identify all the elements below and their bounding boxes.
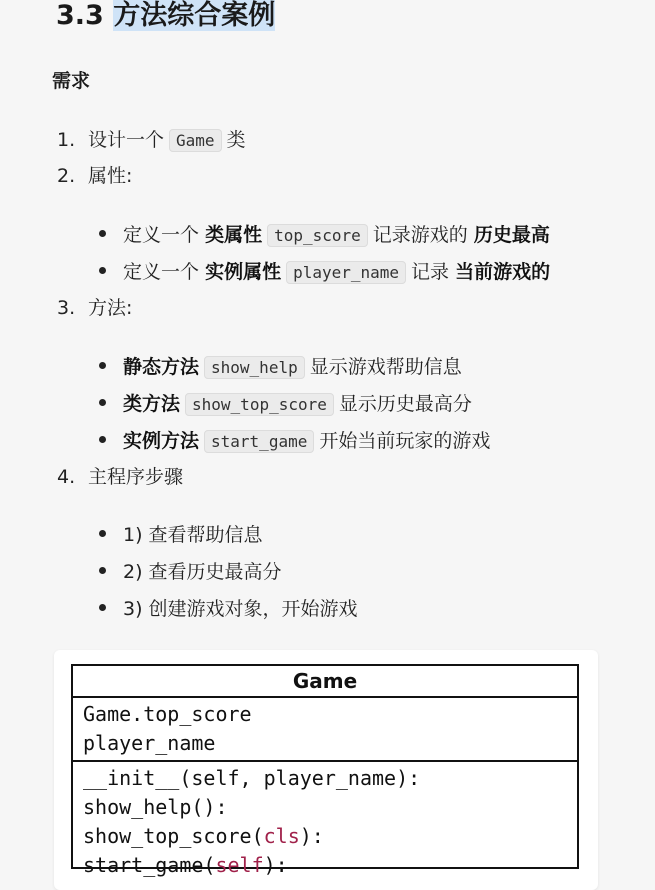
uml-method: show_help():: [83, 795, 228, 819]
bullet-icon: [97, 352, 123, 382]
list-item-4: 4. 主程序步骤: [57, 462, 183, 492]
inline-code-top-score: top_score: [267, 224, 368, 247]
heading-number: 3.3: [56, 0, 114, 31]
list-number: 2.: [57, 165, 76, 187]
uml-keyword: self: [215, 853, 264, 877]
inline-code-game: Game: [169, 129, 222, 152]
step-item-3: 3) 创建游戏对象，开始游戏: [97, 594, 358, 624]
section-heading: [56, 0, 275, 34]
uml-attribute: player_name: [83, 731, 216, 755]
bullet-icon: [97, 257, 123, 287]
uml-class-diagram: [71, 664, 579, 877]
step-item-2: 2) 查看历史最高分: [97, 557, 282, 587]
uml-class-name: Game: [73, 666, 577, 698]
bullet-icon: [97, 520, 123, 550]
bullet-icon: [97, 426, 123, 456]
attribute-item-instance: 定义一个 实例属性 player_name 记录 当前游戏的: [97, 257, 550, 288]
list-item-1: 1. 设计一个 Game 类: [57, 125, 246, 156]
inline-code-show-help: show_help: [204, 356, 305, 379]
method-item-class: 类方法 show_top_score 显示历史最高分: [97, 389, 472, 420]
inline-code-show-top-score: show_top_score: [185, 393, 334, 416]
uml-method: start_game(self):: [83, 853, 288, 877]
method-item-static: 静态方法 show_help 显示游戏帮助信息: [97, 352, 462, 383]
uml-method: show_top_score(cls):: [83, 824, 324, 848]
bullet-icon: [97, 557, 123, 587]
uml-keyword: cls: [263, 824, 300, 848]
bullet-icon: [97, 389, 123, 419]
step-item-1: 1) 查看帮助信息: [97, 520, 263, 550]
list-number: 3.: [57, 297, 76, 319]
uml-methods-section: [73, 762, 577, 882]
inline-code-player-name: player_name: [286, 261, 406, 284]
list-item-3: 3. 方法:: [57, 293, 132, 323]
bullet-icon: [97, 220, 123, 250]
list-number: 1.: [57, 129, 76, 151]
inline-code-start-game: start_game: [204, 430, 314, 453]
requirements-subheading: 需求: [52, 70, 91, 92]
list-item-2: 2. 属性:: [57, 161, 132, 191]
heading-selected-text[interactable]: 方法综合案例: [113, 0, 276, 31]
uml-attributes-section: [73, 698, 577, 762]
list-number: 4.: [57, 466, 76, 488]
uml-attribute: Game.top_score: [83, 702, 252, 726]
uml-method: __init__(self, player_name):: [83, 766, 421, 790]
attribute-item-class: 定义一个 类属性 top_score 记录游戏的 历史最高: [97, 220, 550, 251]
bullet-icon: [97, 594, 123, 624]
method-item-instance: 实例方法 start_game 开始当前玩家的游戏: [97, 426, 490, 457]
